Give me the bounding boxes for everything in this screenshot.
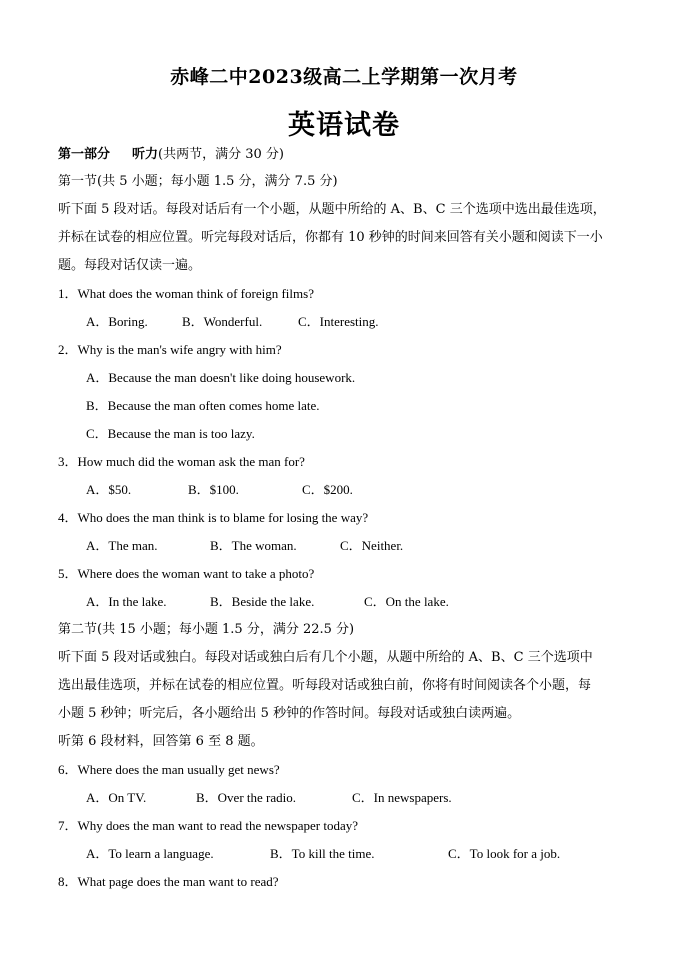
option-a: A．The man. xyxy=(86,538,158,553)
option-a: A．On TV. xyxy=(86,790,147,805)
option-c: C．Neither. xyxy=(340,538,404,553)
question-4: 4．Who does the man think is to blame for losing the way? xyxy=(58,510,369,525)
option-a: A．To learn a language. xyxy=(86,846,214,861)
section-one-instruction-line: 题。每段对话仅读一遍。 xyxy=(58,258,202,273)
question-2: 2．Why is the man's wife angry with him? xyxy=(58,342,282,357)
option-a: A．In the lake. xyxy=(86,594,167,609)
option-b: B．The woman. xyxy=(210,538,297,553)
option-b: B．Wonderful. xyxy=(182,314,263,329)
part-note: (共两节，满分 30 分) xyxy=(158,147,284,162)
question-1: 1．What does the woman think of foreign films? xyxy=(58,286,314,301)
option-b: B．Because the man often comes home late. xyxy=(86,398,320,413)
option-c: C．$200. xyxy=(302,482,353,497)
option-c: C．In newspapers. xyxy=(352,790,452,805)
option-c: C．Interesting. xyxy=(298,314,379,329)
option-a: A．Boring. xyxy=(86,314,148,329)
exam-subject: 英语试卷 xyxy=(288,110,400,141)
section-one-instruction-line: 听下面 5 段对话。每段对话后有一个小题，从题中所给的 A、B、C 三个选项中选出最佳选项， xyxy=(58,202,606,217)
part-label: 第一部分 xyxy=(58,147,111,162)
section-two-instruction-line: 选出最佳选项，并标在试卷的相应位置。听每段对话或独白前，你将有时间阅读各个小题，每 xyxy=(58,678,592,693)
section-two-instruction-line: 听下面 5 段对话或独白。每段对话或独白后有几个小题，从题中所给的 A、B、C 三个选项中 xyxy=(58,650,593,665)
question-6: 6．Where does the man usually get news? xyxy=(58,762,280,777)
question-5: 5．Where does the woman want to take a photo? xyxy=(58,566,315,581)
part-name: 听力 xyxy=(132,147,159,162)
exam-title: 赤峰二中2023级高二上学期第一次月考 xyxy=(170,66,518,88)
section-two-heading: 第二节(共 15 小题；每小题 1.5 分，满分 22.5 分) xyxy=(58,622,355,637)
material-note: 听第 6 段材料，回答第 6 至 8 题。 xyxy=(58,734,264,749)
part-one-heading xyxy=(58,146,648,164)
option-c: C．To look for a job. xyxy=(448,846,561,861)
option-b: B．To kill the time. xyxy=(270,846,375,861)
question-3: 3．How much did the woman ask the man for? xyxy=(58,454,305,469)
question-8: 8．What page does the man want to read? xyxy=(58,874,279,889)
option-b: B．Beside the lake. xyxy=(210,594,315,609)
section-one-heading: 第一节(共 5 小题；每小题 1.5 分，满分 7.5 分) xyxy=(58,174,338,189)
option-c: C．Because the man is too lazy. xyxy=(86,426,255,441)
section-two-instruction-line: 小题 5 秒钟；听完后，各小题给出 5 秒钟的作答时间。每段对话或独白读两遍。 xyxy=(58,706,521,721)
option-a: A．$50. xyxy=(86,482,132,497)
section-one-instruction-line: 并标在试卷的相应位置。听完每段对话后，你都有 10 秒钟的时间来回答有关小题和阅读下一小 xyxy=(58,230,603,245)
question-7: 7．Why does the man want to read the newspaper today? xyxy=(58,818,358,833)
option-a: A．Because the man doesn't like doing housework. xyxy=(86,370,356,385)
option-c: C．On the lake. xyxy=(364,594,449,609)
option-b: B．$100. xyxy=(188,482,239,497)
option-b: B．Over the radio. xyxy=(196,790,297,805)
